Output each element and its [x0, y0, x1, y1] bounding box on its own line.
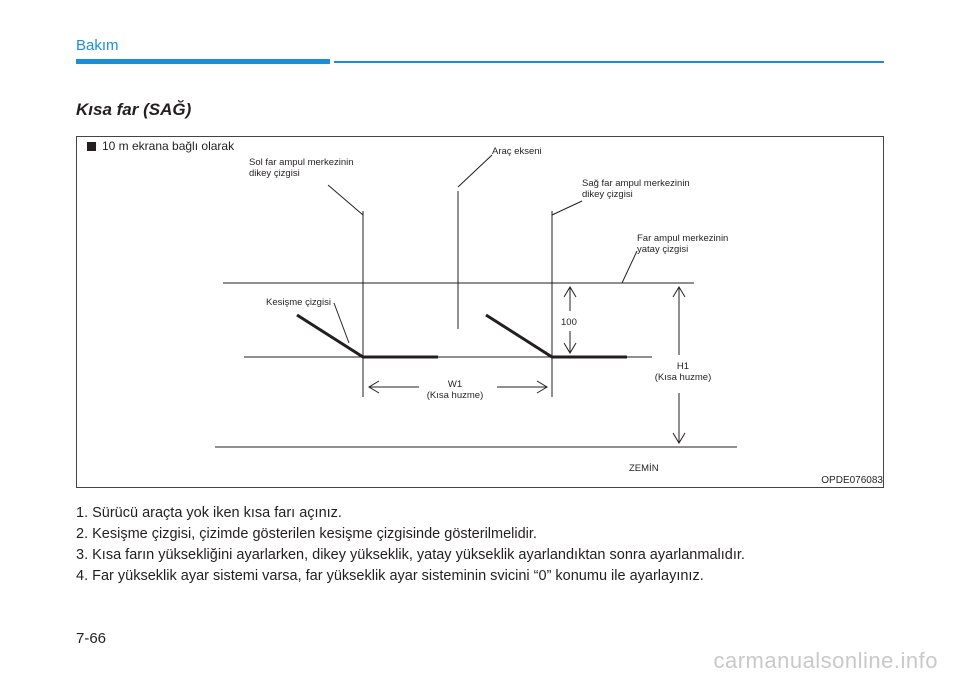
right-cutoff-line [486, 315, 627, 357]
step-item: 3. Kısa farın yüksekliğini ayarlarken, dikey yükseklik, yatay yükseklik ayarlandıktan sonra ayarlanmalıdır. [76, 547, 745, 563]
square-bullet-icon [87, 142, 96, 151]
left-cutoff-line [297, 315, 438, 357]
page-title: Kısa far (SAĞ) [76, 100, 192, 119]
label-intersection: Kesişme çizgisi [266, 297, 331, 308]
figure-caption [87, 139, 234, 153]
section-label: Bakım [76, 37, 119, 54]
step-item: 2. Kesişme çizgisi, çizimde gösterilen kesişme çizgisinde gösterilmelidir. [76, 526, 537, 542]
label-h1: H1 (Kısa huzme) [654, 361, 712, 383]
right-vertical-leader [552, 201, 582, 215]
label-right-vertical: Sağ far ampul merkezinin dikey çizgisi [582, 178, 690, 200]
label-dimension-100: 100 [561, 317, 577, 328]
watermark: carmanualsonline.info [713, 648, 938, 673]
step-item: 1. Sürücü araçta yok iken kısa farı açınız. [76, 505, 342, 521]
horizontal-leader [622, 251, 637, 283]
header-rule-thick [76, 59, 330, 64]
label-ground: ZEMİN [629, 463, 659, 474]
diagram-lines [77, 137, 885, 489]
label-horizontal: Far ampul merkezinin yatay çizgisi [637, 233, 729, 255]
figure-code: OPDE076083 [821, 475, 883, 486]
label-left-vertical: Sol far ampul merkezinin dikey çizgisi [249, 157, 354, 179]
intersection-leader [334, 303, 349, 343]
left-vertical-leader [328, 185, 363, 215]
label-vehicle-axis: Araç ekseni [492, 146, 542, 157]
label-w1: W1 (Kısa huzme) [426, 379, 484, 401]
figure-caption-text: 10 m ekrana bağlı olarak [102, 139, 235, 153]
page-number: 7-66 [76, 630, 107, 647]
instruction-steps [76, 503, 745, 587]
step-item: 4. Far yükseklik ayar sistemi varsa, far yükseklik ayar sisteminin svicini “0” konumu ile ayarlayınız. [76, 568, 704, 584]
vehicle-axis-leader [458, 155, 492, 187]
headlamp-aiming-diagram [76, 136, 884, 488]
header-rule-thin [334, 61, 884, 63]
